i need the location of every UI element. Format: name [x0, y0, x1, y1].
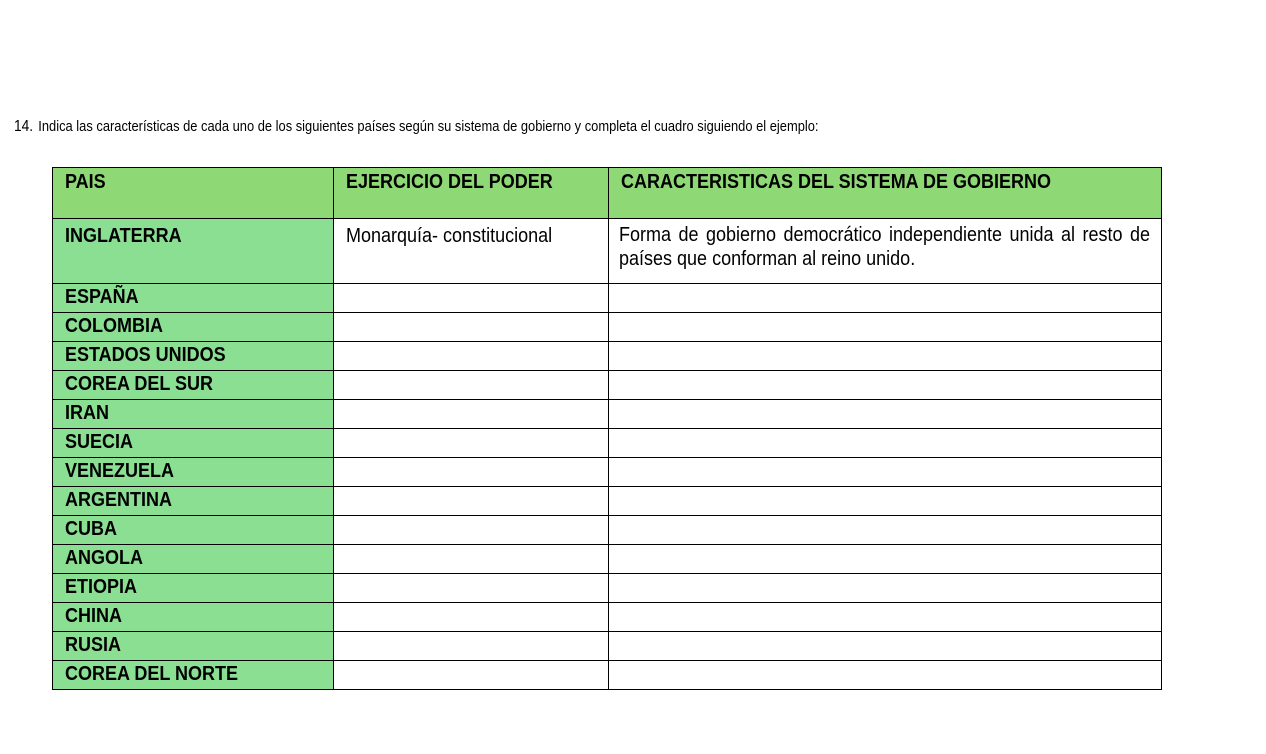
table-row: [53, 574, 1162, 603]
power-answer-cell[interactable]: [334, 516, 609, 545]
country-cell: ARGENTINA: [53, 487, 334, 516]
power-answer-cell[interactable]: [334, 458, 609, 487]
power-answer-cell[interactable]: [334, 429, 609, 458]
table-row: [53, 545, 1162, 574]
country-cell: ETIOPIA: [53, 574, 334, 603]
table-row: [53, 429, 1162, 458]
power-answer-cell[interactable]: [334, 545, 609, 574]
table-row: [53, 400, 1162, 429]
instruction: [14, 117, 1080, 137]
characteristics-answer-cell[interactable]: [609, 284, 1162, 313]
characteristics-answer-cell[interactable]: [609, 400, 1162, 429]
characteristics-answer-cell[interactable]: [609, 313, 1162, 342]
example-row: [53, 219, 1162, 284]
power-answer-cell[interactable]: [334, 400, 609, 429]
characteristics-answer-cell[interactable]: [609, 661, 1162, 690]
table-row: [53, 632, 1162, 661]
power-cell: Monarquía- constitucional: [334, 219, 609, 284]
header-ejercicio-del-poder: EJERCICIO DEL PODER: [334, 168, 609, 219]
characteristics-answer-cell[interactable]: [609, 371, 1162, 400]
power-answer-cell[interactable]: [334, 603, 609, 632]
power-answer-cell[interactable]: [334, 371, 609, 400]
characteristics-answer-cell[interactable]: [609, 458, 1162, 487]
power-answer-cell[interactable]: [334, 661, 609, 690]
header-pais: PAIS: [53, 168, 334, 219]
power-answer-cell[interactable]: [334, 574, 609, 603]
question-number: 14.: [14, 118, 34, 135]
power-answer-cell[interactable]: [334, 342, 609, 371]
characteristics-answer-cell[interactable]: [609, 574, 1162, 603]
table-row: [53, 458, 1162, 487]
characteristics-answer-cell[interactable]: [609, 429, 1162, 458]
country-cell: COLOMBIA: [53, 313, 334, 342]
header-caracteristicas: CARACTERISTICAS DEL SISTEMA DE GOBIERNO: [609, 168, 1162, 219]
characteristics-answer-cell[interactable]: [609, 516, 1162, 545]
table-row: [53, 342, 1162, 371]
characteristics-answer-cell[interactable]: [609, 342, 1162, 371]
table-row: [53, 284, 1162, 313]
power-answer-cell[interactable]: [334, 632, 609, 661]
table-row: [53, 516, 1162, 545]
table-row: [53, 371, 1162, 400]
table-row: [53, 603, 1162, 632]
country-cell: RUSIA: [53, 632, 334, 661]
country-cell: COREA DEL SUR: [53, 371, 334, 400]
government-systems-table: [52, 167, 1162, 690]
table-row: [53, 487, 1162, 516]
country-cell: ESTADOS UNIDOS: [53, 342, 334, 371]
country-cell: IRAN: [53, 400, 334, 429]
table-row: [53, 313, 1162, 342]
country-cell: CHINA: [53, 603, 334, 632]
characteristics-answer-cell[interactable]: [609, 632, 1162, 661]
country-cell: ANGOLA: [53, 545, 334, 574]
country-cell: CUBA: [53, 516, 334, 545]
table-row: [53, 661, 1162, 690]
characteristics-answer-cell[interactable]: [609, 603, 1162, 632]
table-header-row: [53, 168, 1162, 219]
power-answer-cell[interactable]: [334, 313, 609, 342]
power-answer-cell[interactable]: [334, 487, 609, 516]
country-cell: VENEZUELA: [53, 458, 334, 487]
characteristics-answer-cell[interactable]: [609, 487, 1162, 516]
country-cell: INGLATERRA: [53, 219, 334, 284]
country-cell: ESPAÑA: [53, 284, 334, 313]
characteristics-cell: Forma de gobierno democrático independiente unida al resto de países que conforman al reino unido.: [609, 219, 1162, 284]
power-answer-cell[interactable]: [334, 284, 609, 313]
country-cell: SUECIA: [53, 429, 334, 458]
characteristics-answer-cell[interactable]: [609, 545, 1162, 574]
instruction-text: Indica las características de cada uno de los siguientes países según su sistema de gobierno y completa el cuadro siguiendo el ejemplo:: [38, 118, 819, 135]
country-cell: COREA DEL NORTE: [53, 661, 334, 690]
